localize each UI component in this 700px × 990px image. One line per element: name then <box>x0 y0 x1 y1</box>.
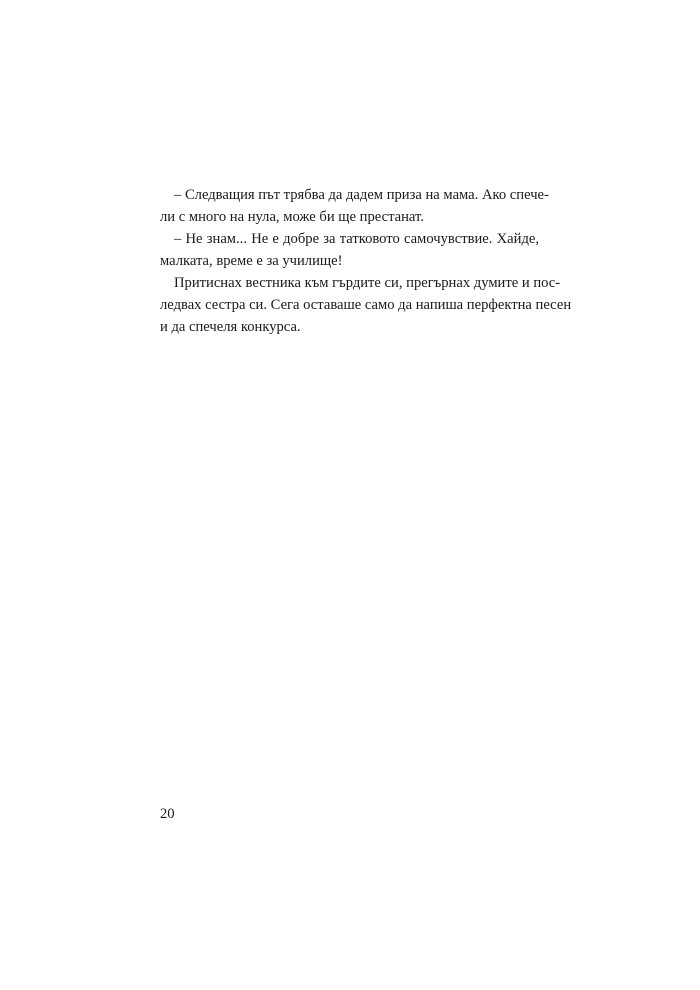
text-line: Притиснах вестника към гърдите си, прегърнах думите и пос- <box>174 275 561 291</box>
text-line: – Следващия път трябва да дадем приза на мама. Ако спече- <box>174 187 549 203</box>
text-line: и да спечеля конкурса. <box>160 319 301 335</box>
text-line: малката, време е за училище! <box>160 253 343 269</box>
text-line: – Не знам... Не е добре за татковото самочувствие. Хайде, <box>174 231 539 247</box>
body-text <box>160 184 572 338</box>
text-line: ледвах сестра си. Сега оставаше само да напиша перфектна песен <box>160 297 572 313</box>
page-number: 20 <box>160 806 175 822</box>
text-line: ли с много на нула, може би ще престанат. <box>160 209 424 225</box>
